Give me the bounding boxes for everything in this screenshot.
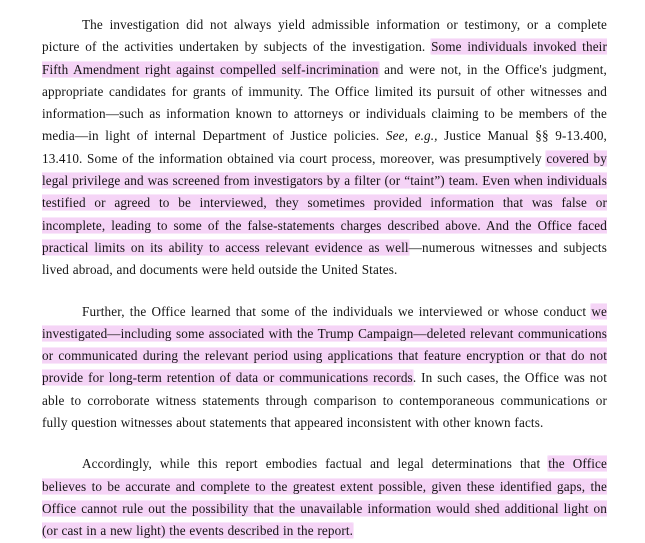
paragraph-3 [42, 453, 607, 542]
text-run: Further, the Office learned that some of the individuals we interviewed or whose conduct [82, 303, 592, 319]
highlighted-text-run: we investigated—including some associated with the Trump Campaign—deleted relevant communications or communicated during the relevant period using applications that feature encryption or that do not provide for long-term retention of data or communications records [42, 303, 607, 386]
paragraph-2 [42, 301, 607, 435]
text-run: . In such cases, the Office was not able to corroborate witness statements through comparison to contemporaneous communications or fully question witnesses about statements that appeared inconsistent with other known facts. [42, 370, 608, 431]
highlighted-text-run: the Office believes to be accurate and complete to the greatest extent possible, given these identified gaps, the Office cannot rule out the possibility that the unavailable information would shed additional light on (or cast in a new light) the events described in the report. [42, 456, 607, 539]
text-run: Accordingly, while this report embodies factual and legal determinations that [82, 456, 549, 472]
highlighted-text-run: covered by legal privilege and was screened from investigators by a filter (or “taint”) team. Even when individuals testified or agreed to be interviewed, they sometimes provided information that was false or incomplete, leading to some of the false-statements charges described above. And the Office faced practical limits on its ability to access relevant evidence as well [42, 150, 607, 255]
highlighted-text-run: Some individuals invoked their Fifth Amendment right against compelled self-incrimination [42, 39, 607, 77]
paragraph-1 [42, 14, 607, 282]
text-run: The investigation did not always yield admissible information or testimony, or a complete picture of the activities undertaken by subjects of the investigation. [42, 17, 607, 55]
text-run: and were not, in the Office's judgment, appropriate candidates for grants of immunity. The Office limited its pursuit of other witnesses and information—such as information known to attorneys or individuals claiming to be members of the media—in light of internal Department of Justice policies. [42, 61, 607, 144]
text-run: Justice Manual §§ 9-13.400, 13.410. Some of the information obtained via court process, moreover, was presumptively [42, 128, 607, 166]
text-run: —numerous witnesses and subjects lived abroad, and documents were held outside the United States. [42, 239, 607, 278]
text-run: See, e.g., [385, 128, 438, 144]
